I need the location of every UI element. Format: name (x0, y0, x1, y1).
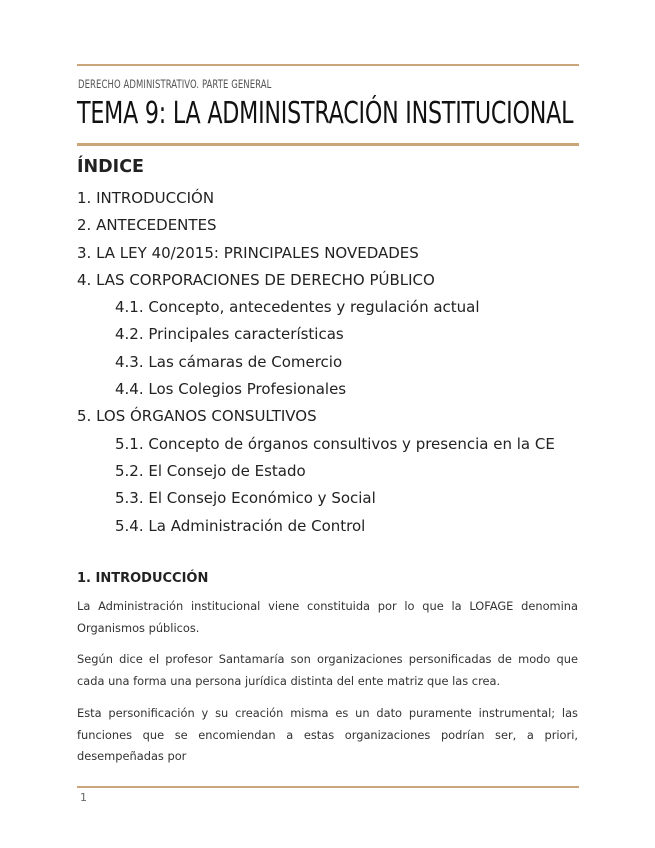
toc-subitem: 4.2. Principales características (115, 325, 344, 344)
index-heading: ÍNDICE (77, 157, 144, 177)
toc-subitem: 5.1. Concepto de órganos consultivos y presencia en la CE (115, 434, 555, 453)
toc-subitem: 5.3. El Consejo Económico y Social (115, 489, 376, 508)
body-paragraph: La Administración institucional viene constituida por lo que la LOFAGE denomina Organismos públicos. (77, 599, 578, 635)
document-subject: DERECHO ADMINISTRATIVO. PARTE GENERAL (78, 77, 272, 91)
toc-subitem: 5.2. El Consejo de Estado (115, 461, 306, 480)
section-heading: 1. INTRODUCCIÓN (77, 571, 209, 586)
toc-item: 2. ANTECEDENTES (77, 216, 217, 235)
header-top-rule (77, 64, 579, 66)
page-number: 1 (80, 791, 87, 804)
toc-item: 5. LOS ÓRGANOS CONSULTIVOS (77, 407, 317, 426)
page-title: TEMA 9: LA ADMINISTRACIÓN INSTITUCIONAL (77, 96, 574, 131)
body-paragraph: Esta personificación y su creación misma es un dato puramente instrumental; las funciones que se encomiendan a estas organizaciones podrían ser, a priori, desempeñadas por (77, 706, 578, 763)
toc-subitem: 4.4. Los Colegios Profesionales (115, 380, 347, 399)
toc-subitem: 4.1. Concepto, antecedentes y regulación actual (115, 298, 480, 317)
toc-subitem: 4.3. Las cámaras de Comercio (115, 352, 343, 371)
table-of-contents (77, 190, 555, 545)
toc-item: 3. LA LEY 40/2015: PRINCIPALES NOVEDADES (77, 243, 419, 262)
body-paragraph: Según dice el profesor Santamaría son organizaciones personificadas de modo que cada una forma una persona jurídica distinta del ente matriz que las crea. (77, 652, 578, 688)
toc-subitem: 5.4. La Administración de Control (115, 516, 366, 535)
header-bottom-rule (77, 143, 579, 146)
toc-item: 4. LAS CORPORACIONES DE DERECHO PÚBLICO (77, 270, 435, 289)
toc-item: 1. INTRODUCCIÓN (77, 189, 215, 207)
footer-rule (77, 786, 579, 788)
